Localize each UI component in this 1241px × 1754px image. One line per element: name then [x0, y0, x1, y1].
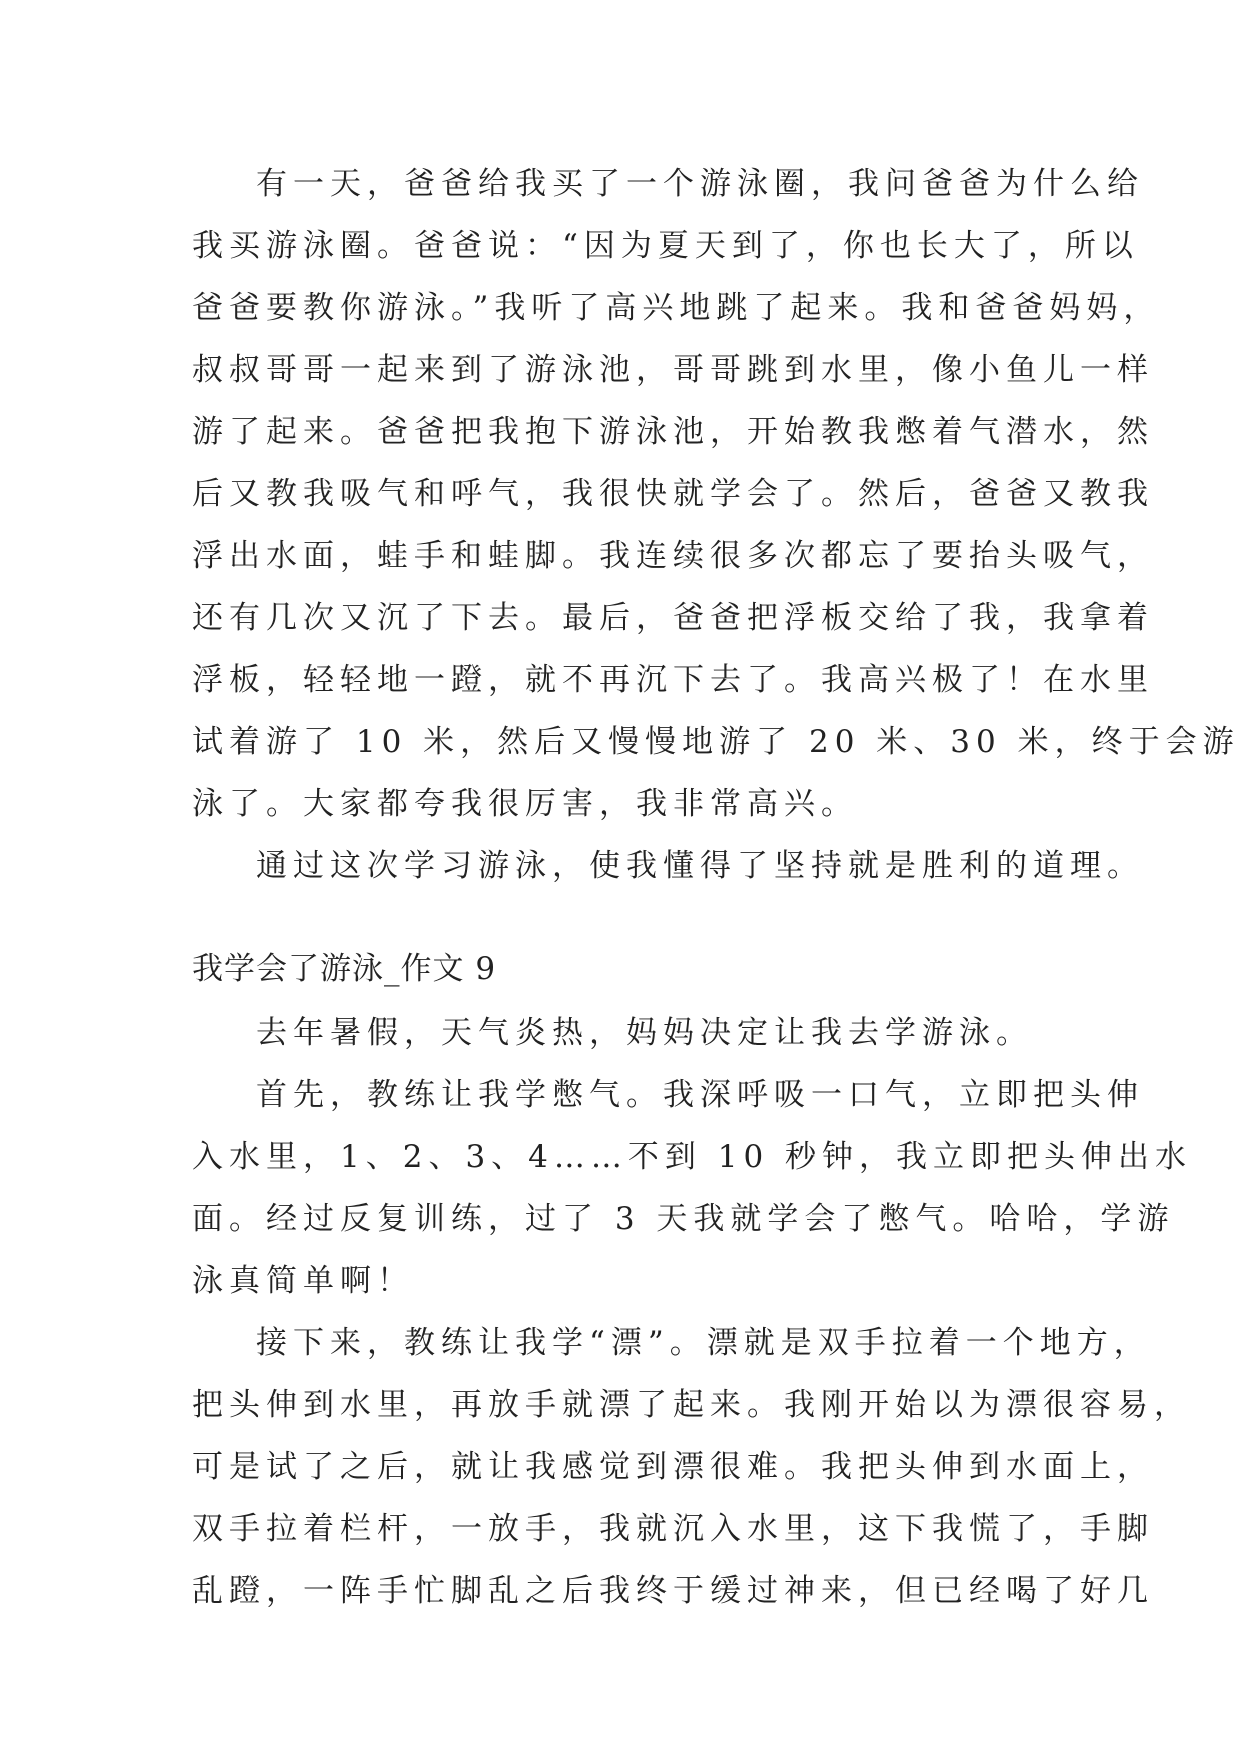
text-line: 试着游了 10 米，然后又慢慢地游了 20 米、30 米，终于会游: [192, 724, 1240, 760]
text-line: 可是试了之后，就让我感觉到漂很难。我把头伸到水面上，: [192, 1449, 1154, 1485]
text-line: 泳真简单啊！: [192, 1263, 414, 1299]
text-line: 把头伸到水里，再放手就漂了起来。我刚开始以为漂很容易，: [192, 1387, 1191, 1423]
text-line: 双手拉着栏杆，一放手，我就沉入水里，这下我慌了，手脚: [192, 1511, 1154, 1547]
text-line: 泳了。大家都夸我很厉害，我非常高兴。: [192, 786, 858, 822]
text-line: 面。经过反复训练，过了 3 天我就学会了憋气。哈哈，学游: [192, 1201, 1175, 1237]
text-line: 有一天，爸爸给我买了一个游泳圈，我问爸爸为什么给: [256, 166, 1144, 202]
text-line: 首先，教练让我学憋气。我深呼吸一口气，立即把头伸: [256, 1077, 1144, 1113]
text-line: 我买游泳圈。爸爸说：“因为夏天到了，你也长大了，所以: [192, 228, 1139, 264]
text-line: 接下来，教练让我学“漂”。漂就是双手拉着一个地方，: [256, 1325, 1151, 1361]
text-line: 通过这次学习游泳，使我懂得了坚持就是胜利的道理。: [256, 848, 1144, 884]
text-line: 浮出水面，蛙手和蛙脚。我连续很多次都忘了要抬头吸气，: [192, 538, 1154, 574]
text-line: 还有几次又沉了下去。最后，爸爸把浮板交给了我，我拿着: [192, 600, 1154, 636]
text-line: 游了起来。爸爸把我抱下游泳池，开始教我憋着气潜水，然: [192, 414, 1154, 450]
text-line: 乱蹬，一阵手忙脚乱之后我终于缓过神来，但已经喝了好几: [192, 1573, 1154, 1609]
text-line: 去年暑假，天气炎热，妈妈决定让我去学游泳。: [256, 1015, 1033, 1051]
text-line: 爸爸要教你游泳。”我听了高兴地跳了起来。我和爸爸妈妈，: [192, 290, 1161, 326]
text-line: 浮板，轻轻地一蹬，就不再沉下去了。我高兴极了！在水里: [192, 662, 1154, 698]
section-title: 我学会了游泳_作文 9: [192, 951, 497, 987]
text-line: 入水里，1、2、3、4……不到 10 秒钟，我立即把头伸出水: [192, 1139, 1193, 1175]
text-line: 叔叔哥哥一起来到了游泳池，哥哥跳到水里，像小鱼儿一样: [192, 352, 1154, 388]
text-line: 后又教我吸气和呼气，我很快就学会了。然后，爸爸又教我: [192, 476, 1154, 512]
